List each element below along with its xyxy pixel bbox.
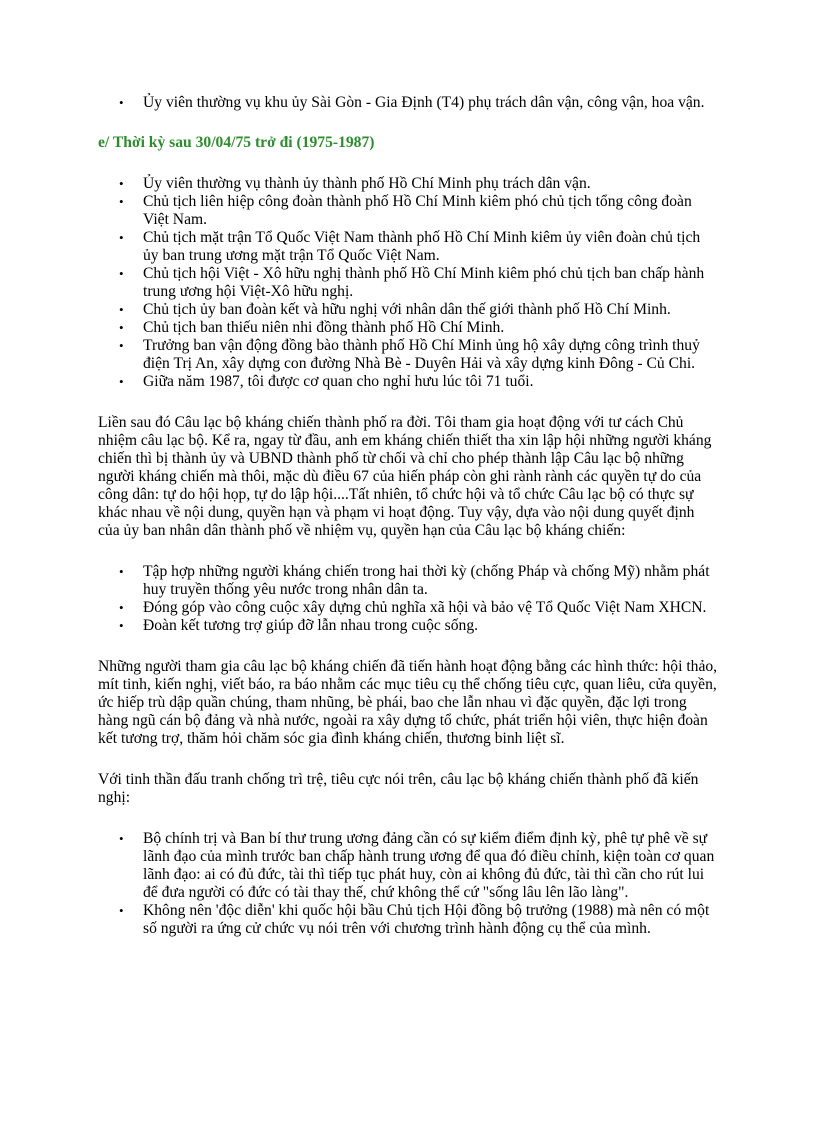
paragraph-activities: Những người tham gia câu lạc bộ kháng chiến đã tiến hành hoạt động bằng các hình thức: hội thảo, mít tinh, kiến nghị, viết báo, ra báo nhằm các mục tiêu cụ thể chống tiêu cực, quan liêu, cửa quyền, ức hiếp trù dập quần chúng, tham nhũng, bè phái, bao che lẫn nhau vì đặc quyền, đặc lợi trong hàng ngũ cán bộ đảng và nhà nước, ngoài ra xây dựng tổ chức, phát triển hội viên, thực hiện đoàn kết tương trợ, thăm hỏi chăm sóc gia đình kháng chiến, thương binh liệt sĩ. bbox=[98, 658, 718, 747]
list-top bbox=[98, 94, 718, 112]
list-item: • Chủ tịch ủy ban đoàn kết và hữu nghị với nhân dân thế giới thành phố Hồ Chí Minh. bbox=[143, 301, 718, 319]
paragraph-proposal: Với tinh thần đấu tranh chống trì trệ, tiêu cực nói trên, câu lạc bộ kháng chiến thành phố đã kiến nghị: bbox=[98, 771, 699, 806]
list-item: • Đóng góp vào công cuộc xây dựng chủ nghĩa xã hội và bảo vệ Tổ Quốc Việt Nam XHCN. bbox=[143, 599, 718, 617]
list-item: • Chủ tịch mặt trận Tổ Quốc Việt Nam thành phố Hồ Chí Minh kiêm ủy viên đoàn chủ tịch ủy ban trung ương mặt trận Tổ Quốc Việt Nam. bbox=[143, 229, 718, 265]
list-item: • Chủ tịch liên hiệp công đoàn thành phố Hồ Chí Minh kiêm phó chủ tịch tổng công đoàn Việt Nam. bbox=[143, 193, 718, 229]
list-item: • Giữa năm 1987, tôi được cơ quan cho nghỉ hưu lúc tôi 71 tuổi. bbox=[143, 373, 718, 391]
list-roles bbox=[98, 175, 718, 391]
list-item: • Tập hợp những người kháng chiến trong hai thời kỳ (chống Pháp và chống Mỹ) nhằm phát huy truyền thống yêu nước trong nhân dân ta. bbox=[143, 563, 718, 599]
list-proposals bbox=[98, 830, 718, 938]
list-item: • Chủ tịch hội Việt - Xô hữu nghị thành phố Hồ Chí Minh kiêm phó chủ tịch ban chấp hành trung ương hội Việt-Xô hữu nghị. bbox=[143, 265, 718, 301]
section-heading: e/ Thời kỳ sau 30/04/75 trở đi (1975-1987) bbox=[98, 134, 375, 151]
list-item: • Bộ chính trị và Ban bí thư trung ương đảng cần có sự kiểm điểm định kỳ, phê tự phê về sự lãnh đạo của mình trước ban chấp hành trung ương để qua đó điều chỉnh, kiện toàn cơ quan lãnh đạo: ai có đủ đức, tài thì tiếp tục phát huy, còn ai không đủ đức, tài thì cần cho rút lui để đưa người có đức có tài thay thế, chứ không thể cứ "sống lâu lên lão làng". bbox=[143, 830, 718, 902]
list-item: • Trưởng ban vận động đồng bào thành phố Hồ Chí Minh ủng hộ xây dựng công trình thuỷ điện Trị An, xây dựng con đường Nhà Bè - Duyên Hải và xây dựng kinh Đông - Củ Chi. bbox=[143, 337, 718, 373]
list-item: • Đoàn kết tương trợ giúp đỡ lẫn nhau trong cuộc sống. bbox=[143, 617, 718, 635]
list-item: • Ủy viên thường vụ khu ủy Sài Gòn - Gia Định (T4) phụ trách dân vận, công vận, hoa vận. bbox=[143, 94, 718, 112]
list-item: • Chủ tịch ban thiếu niên nhi đồng thành phố Hồ Chí Minh. bbox=[143, 319, 718, 337]
list-item: • Ủy viên thường vụ thành ủy thành phố Hồ Chí Minh phụ trách dân vận. bbox=[143, 175, 718, 193]
paragraph-club: Liền sau đó Câu lạc bộ kháng chiến thành phố ra đời. Tôi tham gia hoạt động với tư cách Chủ nhiệm câu lạc bộ. Kể ra, ngay từ đầu, anh em kháng chiến thiết tha xin lập hội những người kháng chiến thì bị thành ủy và UBND thành phố từ chối và chỉ cho phép thành lập Câu lạc bộ những người kháng chiến mà thôi, mặc dù điều 67 của hiến pháp còn ghi rành rành các quyền tự do của công dân: tự do hội họp, tự do lập hội....Tất nhiên, tổ chức hội và tổ chức Câu lạc bộ có thực sự khác nhau về nội dung, quyền hạn và phạm vi hoạt động. Tuy vậy, dựa vào nội dung quyết định của ủy ban nhân dân thành phố về nhiệm vụ, quyền hạn của Câu lạc bộ kháng chiến: bbox=[98, 414, 712, 539]
list-item: • Không nên 'độc diễn' khi quốc hội bầu Chủ tịch Hội đồng bộ trưởng (1988) mà nên có một số người ra ứng cử chức vụ nói trên với chương trình hành động cụ thể của mình. bbox=[143, 902, 718, 938]
list-goals bbox=[98, 563, 718, 635]
